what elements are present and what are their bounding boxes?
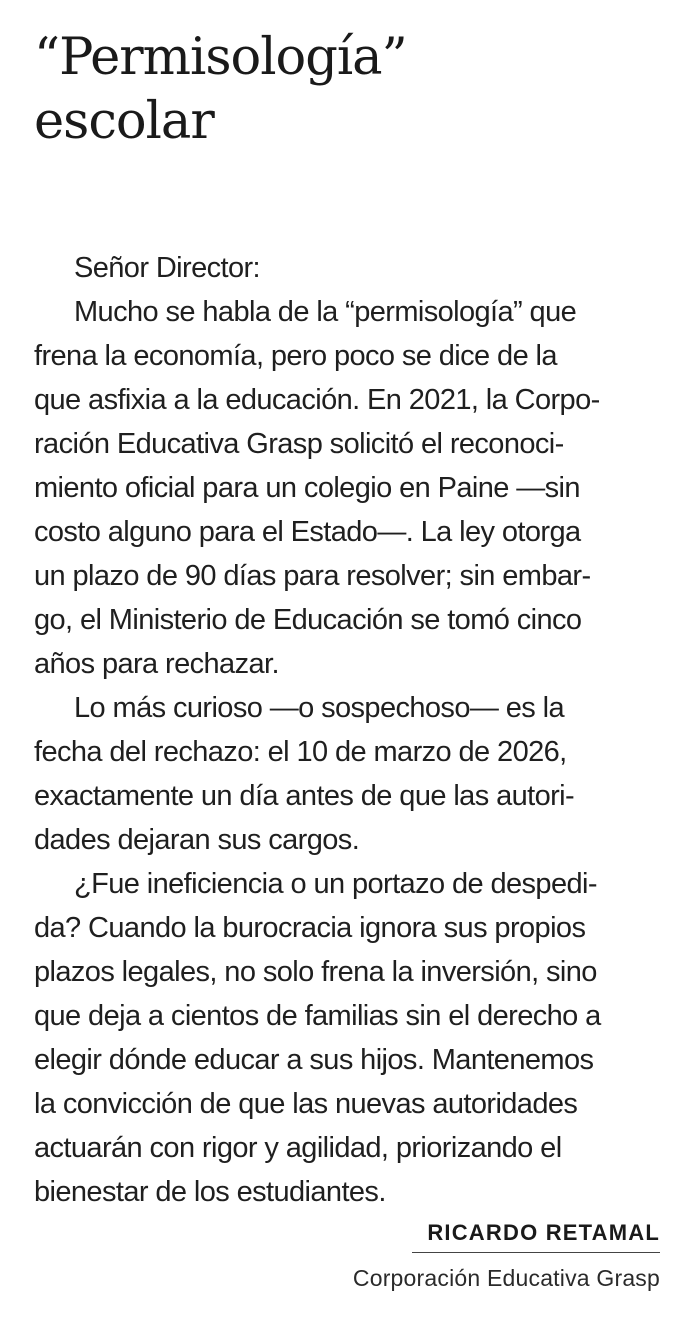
signature-block (353, 1220, 660, 1292)
body-line: elegir dónde educar a sus hijos. Mantenemos (34, 1044, 594, 1076)
body-line: plazos legales, no solo frena la inversión, sino (34, 956, 597, 988)
article-title (34, 26, 654, 154)
letter-body (34, 246, 664, 1214)
body-line: fecha del rechazo: el 10 de marzo de 2026, (34, 736, 567, 768)
body-line: la convicción de que las nuevas autoridades (34, 1088, 578, 1120)
body-line: frena la economía, pero poco se dice de la (34, 340, 557, 372)
body-line: años para rechazar. (34, 648, 279, 680)
body-line: da? Cuando la burocracia ignora sus propios (34, 912, 586, 944)
body-line: miento oficial para un colegio en Paine —sin (34, 472, 580, 504)
body-line: Mucho se habla de la “permisología” que (74, 296, 577, 328)
body-line: que asfixia a la educación. En 2021, la Corpo- (34, 384, 600, 416)
title-line-2: escolar (34, 92, 214, 151)
body-line: actuarán con rigor y agilidad, priorizando el (34, 1132, 562, 1164)
body-line: ración Educativa Grasp solicitó el reconoci- (34, 428, 564, 460)
body-line: Señor Director: (74, 252, 261, 284)
body-line: exactamente un día antes de que las autori- (34, 780, 575, 812)
body-line: dades dejaran sus cargos. (34, 824, 360, 856)
body-line: Lo más curioso —o sospechoso— es la (74, 692, 564, 724)
author-organization: Corporación Educativa Grasp (352, 1265, 660, 1291)
body-line: que deja a cientos de familias sin el derecho a (34, 1000, 601, 1032)
author-name: RICARDO RETAMAL (412, 1220, 660, 1253)
body-line: ¿Fue ineficiencia o un portazo de despedi- (74, 868, 597, 900)
title-line-1: “Permisología” (34, 28, 407, 87)
body-line: un plazo de 90 días para resolver; sin embar- (34, 560, 591, 592)
body-line: go, el Ministerio de Educación se tomó cinco (34, 604, 582, 636)
body-line: bienestar de los estudiantes. (34, 1176, 386, 1208)
body-line: costo alguno para el Estado—. La ley otorga (34, 516, 581, 548)
